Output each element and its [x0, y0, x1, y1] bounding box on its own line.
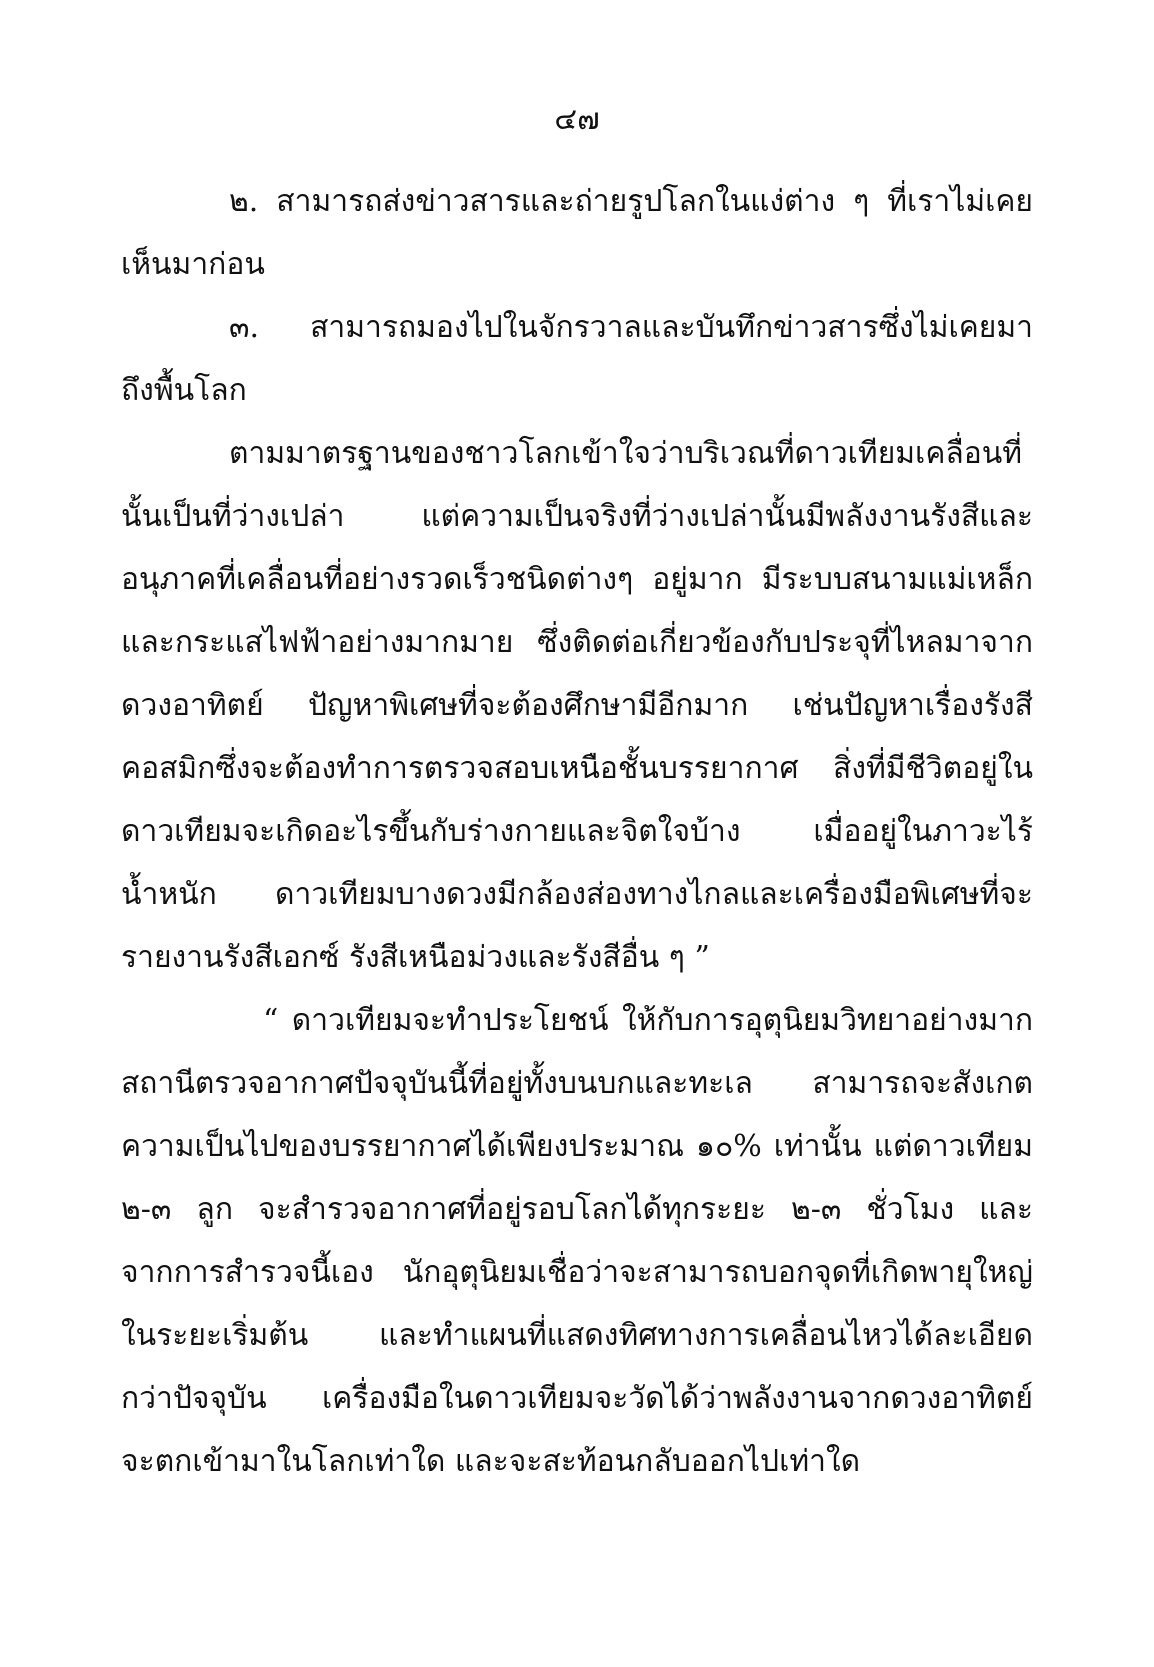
text-line: น้ำหนัก ดาวเทียมบางดวงมีกล้องส่องทางไกลและเครื่องมือพิเศษที่จะ	[121, 877, 1033, 912]
text-line: ๒. สามารถส่งข่าวสารและถ่ายรูปโลกในแง่ต่าง ๆ ที่เราไม่เคย	[229, 184, 1033, 219]
text-line: จากการสำรวจนี้เอง นักอุตุนิยมเชื่อว่าจะสามารถบอกจุดที่เกิดพายุใหญ่	[121, 1255, 1033, 1290]
text-line: อนุภาคที่เคลื่อนที่อย่างรวดเร็วชนิดต่างๆ อยู่มาก มีระบบสนามแม่เหล็ก	[121, 562, 1033, 597]
text-line: เห็นมาก่อน	[121, 247, 265, 282]
text-line: คอสมิกซึ่งจะต้องทำการตรวจสอบเหนือชั้นบรรยากาศ สิ่งที่มีชีวิตอยู่ใน	[121, 751, 1033, 786]
text-line: และกระแสไฟฟ้าอย่างมากมาย ซึ่งติดต่อเกี่ยวข้องกับประจุที่ไหลมาจาก	[121, 625, 1033, 660]
text-line: นั้นเป็นที่ว่างเปล่า แต่ความเป็นจริงที่ว่างเปล่านั้นมีพลังงานรังสีและ	[121, 499, 1033, 534]
text-line: ถึงพื้นโลก	[121, 373, 247, 408]
text-line: “ ดาวเทียมจะทำประโยชน์ ให้กับการอุตุนิยมวิทยาอย่างมาก	[263, 1003, 1033, 1038]
text-line: ดวงอาทิตย์ ปัญหาพิเศษที่จะต้องศึกษามีอีกมาก เช่นปัญหาเรื่องรังสี	[121, 688, 1033, 723]
text-line: ๓. สามารถมองไปในจักรวาลและบันทึกข่าวสารซึ่งไม่เคยมา	[229, 310, 1033, 345]
text-line: สถานีตรวจอากาศปัจจุบันนี้ที่อยู่ทั้งบนบกและทะเล สามารถจะสังเกต	[121, 1066, 1033, 1101]
page-number: ๔๗	[554, 102, 600, 137]
text-line: จะตกเข้ามาในโลกเท่าใด และจะสะท้อนกลับออกไปเท่าใด	[121, 1444, 861, 1479]
text-line: ดาวเทียมจะเกิดอะไรขึ้นกับร่างกายและจิตใจบ้าง เมื่ออยู่ในภาวะไร้	[121, 814, 1033, 849]
text-line: กว่าปัจจุบัน เครื่องมือในดาวเทียมจะวัดได้ว่าพลังงานจากดวงอาทิตย์	[121, 1381, 1033, 1416]
text-line: ความเป็นไปของบรรยากาศได้เพียงประมาณ ๑๐% เท่านั้น แต่ดาวเทียม	[121, 1129, 1033, 1164]
text-line: รายงานรังสีเอกซ์ รังสีเหนือม่วงและรังสีอื่น ๆ ”	[121, 940, 710, 975]
text-line: ๒-๓ ลูก จะสำรวจอากาศที่อยู่รอบโลกได้ทุกระยะ ๒-๓ ชั่วโมง และ	[121, 1192, 1033, 1227]
text-line: ตามมาตรฐานของชาวโลกเข้าใจว่าบริเวณที่ดาวเทียมเคลื่อนที่	[229, 436, 1023, 471]
body-text	[121, 170, 1033, 1493]
text-line: ในระยะเริ่มต้น และทำแผนที่แสดงทิศทางการเคลื่อนไหวได้ละเอียด	[121, 1318, 1033, 1353]
